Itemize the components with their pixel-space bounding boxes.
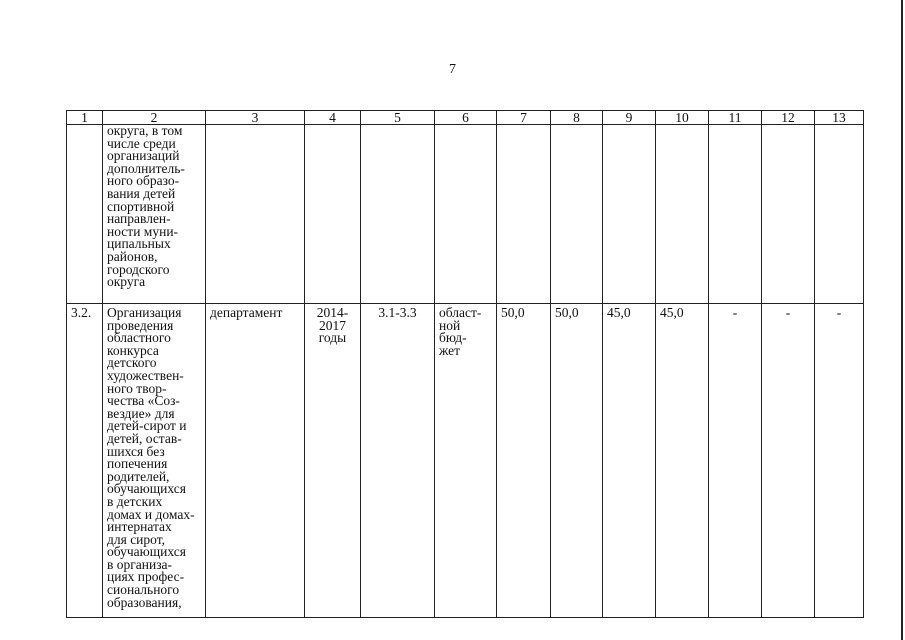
header-cell: 3 <box>206 111 305 125</box>
table-cell <box>206 125 305 304</box>
description-cell: округа, в том числе среди организаций дополнитель- ного образо- вания детей спортивной направлен- ности муни- ципальных районов, городского округа <box>103 125 206 304</box>
program-table <box>66 110 864 618</box>
value-cell-12: - <box>762 304 815 618</box>
description-cell: Организация проведения областного конкурса детского художествен- ного твор- чества «Соз- вездие» для детей-сирот и детей, остав- шихся без попечения родителей, обучающихся в детских домах и домах- интернатах для сирот, обучающихся в организа- циях профес- сионального образования, <box>103 304 206 618</box>
header-cell: 6 <box>435 111 497 125</box>
indicators-cell: 3.1-3.3 <box>361 304 435 618</box>
value-cell-9: 45,0 <box>603 304 656 618</box>
table-cell <box>656 125 709 304</box>
table-row-3-2 <box>67 304 864 618</box>
header-cell: 4 <box>305 111 361 125</box>
header-cell: 9 <box>603 111 656 125</box>
header-cell: 8 <box>551 111 603 125</box>
table-cell <box>815 125 864 304</box>
table-row-continued <box>67 125 864 304</box>
value-cell-10: 45,0 <box>656 304 709 618</box>
header-cell: 1 <box>67 111 103 125</box>
table-cell <box>361 125 435 304</box>
header-cell: 10 <box>656 111 709 125</box>
table-cell <box>67 125 103 304</box>
executor-cell: департамент <box>206 304 305 618</box>
source-cell: област- ной бюд- жет <box>435 304 497 618</box>
value-cell-8: 50,0 <box>551 304 603 618</box>
value-cell-11: - <box>709 304 762 618</box>
header-cell: 12 <box>762 111 815 125</box>
value-cell-7: 50,0 <box>497 304 551 618</box>
period-cell: 2014- 2017 годы <box>305 304 361 618</box>
table-cell <box>497 125 551 304</box>
header-cell: 5 <box>361 111 435 125</box>
page-number: 7 <box>449 62 456 77</box>
value-cell-13: - <box>815 304 864 618</box>
table-cell <box>603 125 656 304</box>
page-edge-line <box>901 0 903 640</box>
table-cell <box>551 125 603 304</box>
header-cell: 13 <box>815 111 864 125</box>
row-number-cell: 3.2. <box>67 304 103 618</box>
table-header-row <box>67 111 864 125</box>
header-cell: 7 <box>497 111 551 125</box>
header-cell: 2 <box>103 111 206 125</box>
table-cell <box>709 125 762 304</box>
header-cell: 11 <box>709 111 762 125</box>
table-cell <box>762 125 815 304</box>
table-cell <box>305 125 361 304</box>
table-cell <box>435 125 497 304</box>
